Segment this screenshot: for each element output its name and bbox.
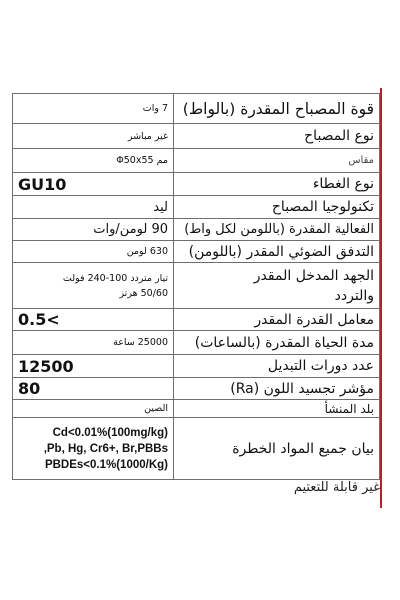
lamp-type-value: غير مباشر [13, 124, 174, 149]
table-row [13, 196, 380, 219]
table-row [13, 331, 380, 355]
wattage-value: 7 وات [13, 94, 174, 124]
technology-value: ليد [13, 196, 174, 219]
cap-type-value: GU10 [13, 173, 174, 196]
wattage-label: قوة المصباح المقدرة (بالواط) [174, 94, 380, 124]
spec-table [12, 93, 380, 480]
efficacy-value: 90 لومن/وات [13, 219, 174, 241]
dimmable-note: غير قابلة للتعتيم [293, 480, 380, 495]
table-row [13, 149, 380, 173]
voltage-value [13, 263, 174, 309]
table-row [13, 418, 380, 480]
table-row [13, 378, 380, 400]
switching-cycles-label: عدد دورات التبديل [174, 355, 380, 378]
table-row [13, 355, 380, 378]
hazardous-value [13, 418, 174, 480]
size-label: مقاس [174, 149, 380, 173]
flux-label: التدفق الضوئي المقدر (باللومن) [174, 241, 380, 263]
voltage-label-line1: الجهد المدخل المقدر [253, 267, 374, 284]
hazardous-value-line1: Cd<0.01%(100mg/kg) [52, 426, 168, 439]
cri-value: 80 [13, 378, 174, 400]
table-row [13, 124, 380, 149]
hazardous-value-line2: Pb, Hg, Cr6+, Br,PBBs, [43, 442, 168, 455]
cri-label: مؤشر تجسيد اللون (Ra) [174, 378, 380, 400]
table-row [13, 241, 380, 263]
table-row [13, 94, 380, 124]
flux-value: 630 لومن [13, 241, 174, 263]
size-value: مم Φ50x55 [13, 149, 174, 173]
lifetime-value: 25000 ساعة [13, 331, 174, 355]
origin-label: بلد المنشأ [174, 400, 380, 418]
table-row [13, 219, 380, 241]
table-row [13, 309, 380, 331]
lifetime-label: مدة الحياة المقدرة (بالساعات) [174, 331, 380, 355]
lamp-type-label: نوع المصباح [174, 124, 380, 149]
accent-line [380, 88, 382, 508]
cap-type-label: نوع الغطاء [174, 173, 380, 196]
efficacy-label: الفعالية المقدرة (باللومن لكل واط) [174, 219, 380, 241]
voltage-value-line1: تيار متردد 100-240 فولت [62, 272, 168, 284]
voltage-value-line2: 50/60 هرتز [119, 287, 168, 299]
voltage-label-line2: والتردد [334, 287, 374, 304]
power-factor-label: معامل القدرة المقدر [174, 309, 380, 331]
table-row [13, 400, 380, 418]
technology-label: تكنولوجيا المصباح [174, 196, 380, 219]
table-row [13, 173, 380, 196]
table-row [13, 263, 380, 309]
voltage-label [174, 263, 380, 309]
hazardous-label: بيان جميع المواد الخطرة [174, 418, 380, 480]
power-factor-value: >0.5 [13, 309, 174, 331]
switching-cycles-value: 12500 [13, 355, 174, 378]
hazardous-value-line3: PBDEs<0.1%(1000/Kg) [44, 458, 168, 471]
origin-value: الصين [13, 400, 174, 418]
